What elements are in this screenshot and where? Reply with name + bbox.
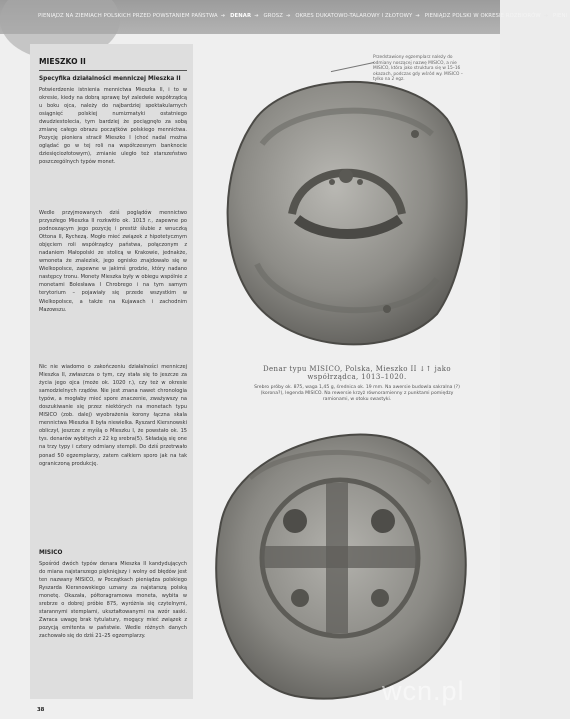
paragraph-3: Nic nie wiadomo o zakończeniu działalności menniczej Mieszka II, zwłaszcza o tym, czy stała się to jeszcze za życia jego ojca (może ok. 1020 r.), czy też w okresie samodzielnych rządów. Nie jest znana nawet chronologia typów, a mogłaby mieć spore znaczenie, zważywszy na doszukiwanie się przez niektórych na monetach typu MISICO (zob. dalej) wyobrażenia korony łączna skala mennictwa Mieszka II była niewielka. Ryszard Kiersnowski obliczył, jeszcze z myślą o Mieszku I, że powstało ok. 15 tys. denarów wybitych z 22 kg srebra(5). Składają się one na trzy typy i cztery odmiany stempli. Do dziś przetrwało ponad 50 egzemplarzy, zatem całkiem sporo jak na tak ograniczoną produkcję. (39, 364, 187, 467)
subheading: Specyfika działalności menniczej Mieszka II (39, 76, 181, 82)
section-title: MIESZKO II (39, 57, 86, 66)
section-divider (39, 70, 187, 71)
breadcrumb-item[interactable]: PIENIĄDZ NA ZIEMIACH POLSKICH PRZED POWSTANIEM PAŃSTWA (38, 13, 218, 19)
misico-heading: MISICO (39, 550, 63, 556)
breadcrumb-arrow-icon: ➔ (286, 13, 291, 19)
breadcrumb-item-active[interactable]: DENAR (230, 13, 252, 19)
breadcrumb-bar (0, 0, 568, 34)
misico-paragraph: Spośród dwóch typów denara Mieszka II kandydujących do miana najstarszego pięknięjszy i wolny od błędów jest ten nazwany MISICO, w Początkach pieniądza polskiego Ryszarda Kiersnowskiego uznany za najstarszą polską monetę. Okazała, półtoragramowa moneta, wybita w srebrze o dobrej próbie 875, wyróżnia się czytelnymi, starannymi stemplami, ukształtowanymi na wzór saski. Zwraca uwagę brak tytulatury, mogący mieć związek z pozycją emitenta w państwie. Wedle różnych danych zachowało się do dziś 21–25 egzemplarzy. (39, 561, 187, 640)
breadcrumb (38, 13, 570, 19)
breadcrumb-item[interactable]: PIENIĄDZ POLSKI W OKRESIE ROZBIORÓW (424, 13, 541, 19)
caption-title: Denar typu MISICO, Polska, Mieszko II ↓↑ jako współrządca, 1013–1020. (263, 365, 451, 381)
breadcrumb-arrow-icon: ➔ (220, 13, 226, 19)
breadcrumb-arrow-icon: ➔ (415, 13, 420, 19)
annotation-note: Przedstawiony egzemplarz należy do odmiany noszącej nazwę MISICO, a nie MISICO, która jako struktura się w 15–16 okazach, podczas gdy wśród wy. MISICO – tylko na 2 egz. (373, 55, 463, 83)
breadcrumb-item[interactable]: OKRES DUKATOWO-TALAROWY I ZŁOTOWY (295, 13, 413, 19)
page-number: 38 (37, 707, 45, 713)
breadcrumb-item[interactable]: GROSZ (263, 13, 283, 19)
coin-reverse-image (200, 418, 475, 708)
watermark: wcn.pl (382, 676, 465, 706)
breadcrumb-arrow-icon: ➔ (543, 13, 549, 19)
paragraph-2: Wedle przyjmowanych dziś poglądów mennictwo przyszłego Mieszka II rozkwitło ok. 1013 r., zapewne po podnoszącym jego pozycję i prestiż ślubie z wnuczką Ottona II, Rychezą. Mogło mieć związek z hipotetycznym objęciem roli współrządcy państwa, połączonym z nadaniem Małopolski ze stolicą w Krakowie, jednakże, wmoneta że znalezisk, jego ognisko znajdowało się w Wielkopolsce, zapewne w jakimś grodzie, który nadano następcy tronu. Monety Mieszka były w obiegu wspólnie z monetami Bolesława I Chrobrego i na tym samym terytorium – pojawiały się przede wszystkim w Wielkopolsce, a także na Kujawach i zachodnim Mazowszu. (39, 210, 187, 313)
coin-obverse-image (222, 64, 470, 354)
paragraph-1: Potwierdzenie istnienia mennictwa Mieszka II, i to w okresie, kiedy na dobrą sprawę był zaledwie współrządcą u boku ojca, należy do najbardziej spektakularnych osiągnięć polskiej numizmatyki ostatniego dwudziestolecia, tym bardziej że pociągnęło za sobą zmianę całego obrazu początków polskiego mennictwa. Pozycję pioniera stracił Mieszko I (choć nadal można oglądać go w tej roli na współczesnym banknocie dziesięciozłotowym), zmianie uległo też starszeństwo poszczególnych typów monet. (39, 87, 187, 166)
breadcrumb-arrow-icon: ➔ (254, 13, 259, 19)
caption-body: Srebro próby ok. 875, waga 1,45 g, średnica ok. 19 mm. Na awersie budowla sakralna (?) (korona?), legenda MISICO. Na rewersie krzyż równoramienny z punktami pomiędzy ramionami, w otoku swastyki. (254, 385, 460, 403)
breadcrumb-item[interactable]: PIENI (553, 13, 568, 19)
